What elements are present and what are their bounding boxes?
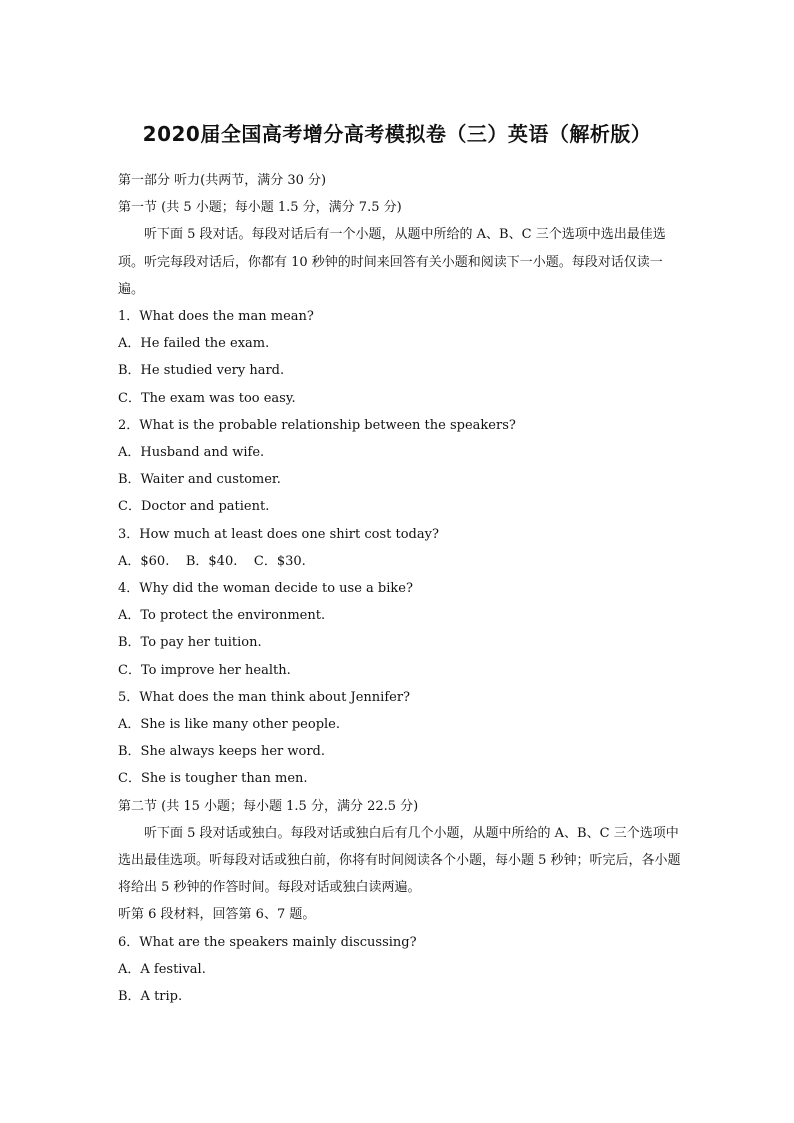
answer-option: A．Husband and wife. [118,445,265,461]
answer-option: B．She always keeps her word. [118,744,326,760]
page-title: 2020届全国高考增分高考模拟卷（三）英语（解析版） [142,122,652,146]
answer-option: C．The exam was too easy. [118,390,296,406]
question-stem: 5．What does the man think about Jennifer? [118,689,411,705]
answer-option: C．She is tougher than men. [118,771,308,787]
question-stem: 2．What is the probable relationship between the speakers? [118,417,516,433]
document-body [118,167,683,1010]
section-heading: 第一节 (共 5 小题；每小题 1.5 分，满分 7.5 分) [118,200,402,216]
section-instructions: 听下面 5 段对话。每段对话后有一个小题，从题中所给的 A、B、C 三个选项中选出最佳选项。听完每段对话后，你都有 10 秒钟的时间来回答有关小题和阅读下一小题。每段对话仅读一遍。 [118,227,666,297]
answer-option: B．Waiter and customer. [118,472,281,488]
answer-option: A．She is like many other people. [118,717,341,733]
section-heading: 第二节 (共 15 小题；每小题 1.5 分，满分 22.5 分) [118,798,419,814]
answer-option: B．To pay her tuition. [118,635,262,651]
answer-option: C．To improve her health. [118,662,291,678]
answer-option: B．A trip. [118,989,183,1005]
answer-options-inline: A．$60. B．$40. C．$30. [118,553,306,569]
question-stem: 3．How much at least does one shirt cost today? [118,526,439,542]
answer-option: A．A festival. [118,961,206,977]
material-intro: 听第 6 段材料，回答第 6、7 题。 [118,907,316,923]
question-stem: 1．What does the man mean? [118,309,314,325]
part-heading: 第一部分 听力(共两节，满分 30 分) [118,173,327,188]
question-stem: 4．Why did the woman decide to use a bike? [118,581,413,597]
answer-option: B．He studied very hard. [118,363,285,379]
answer-option: C．Doctor and patient. [118,499,270,515]
question-stem: 6．What are the speakers mainly discussing? [118,934,417,950]
answer-option: A．He failed the exam. [118,336,270,352]
section-instructions: 听下面 5 段对话或独白。每段对话或独白后有几个小题，从题中所给的 A、B、C 三个选项中选出最佳选项。听每段对话或独白前，你将有时间阅读各个小题，每小题 5 秒钟；听完后，各小题将给出 5 秒钟的作答时间。每段对话或独白读两遍。 [118,825,681,896]
answer-option: A．To protect the environment. [118,608,326,624]
